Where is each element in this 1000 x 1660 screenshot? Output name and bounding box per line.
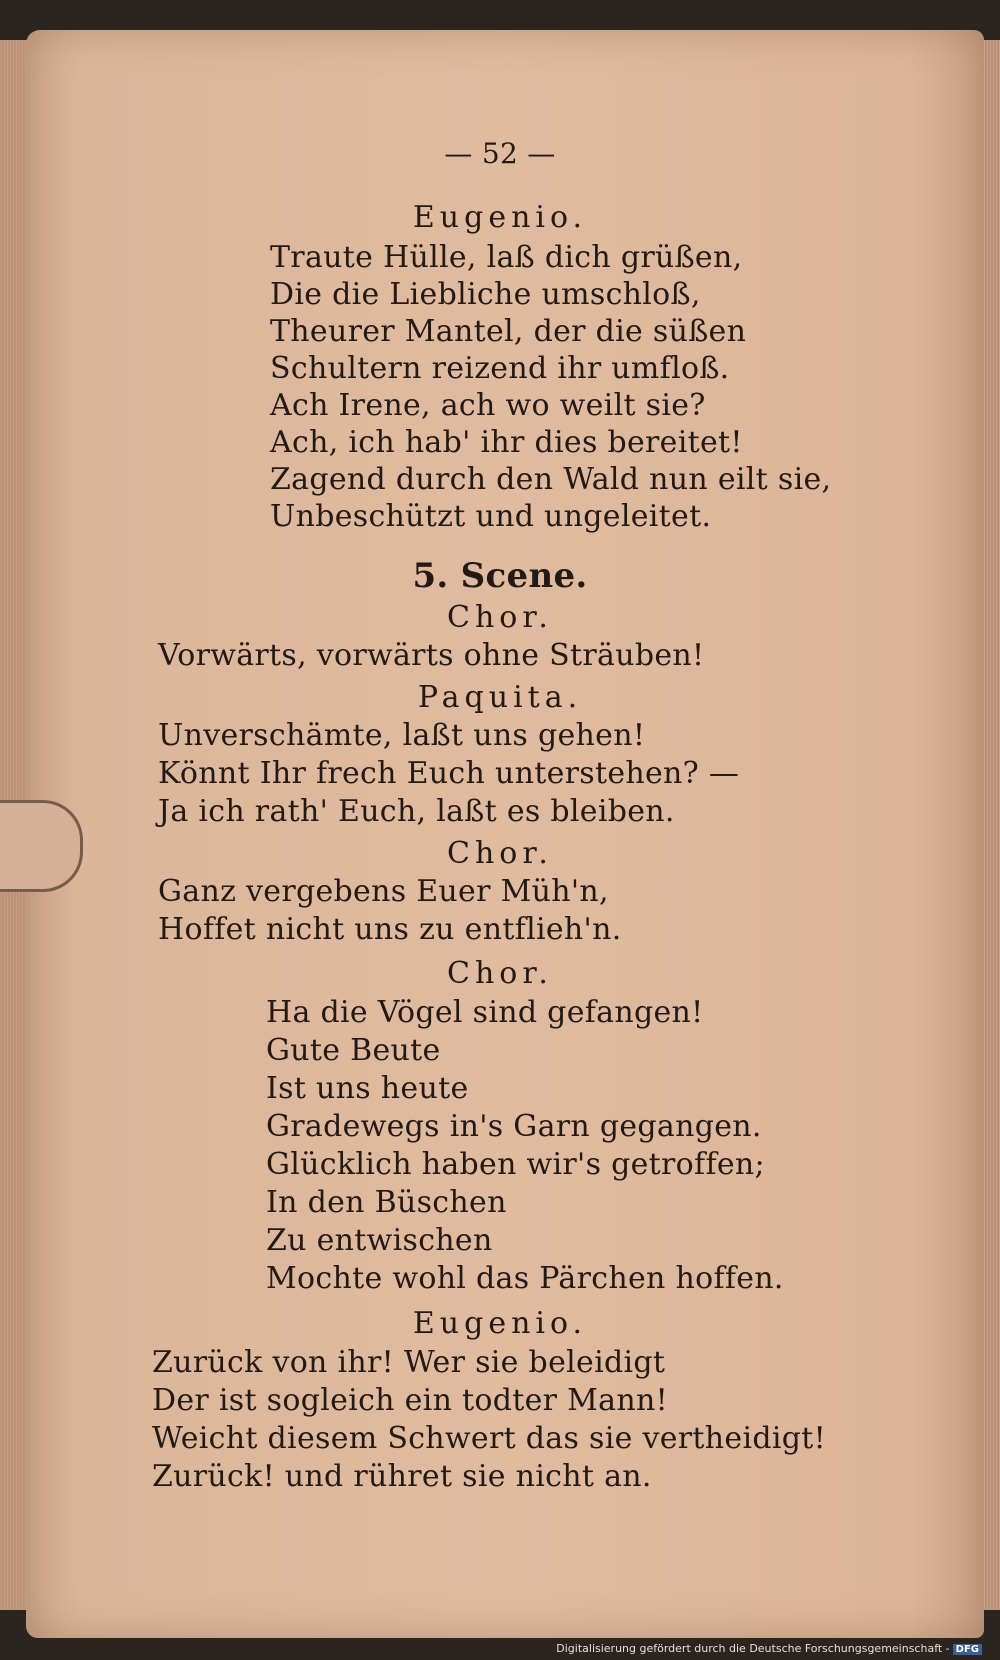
verse-line: Ha die Vögel sind gefangen! (266, 995, 704, 1030)
verse-line: Gute Beute (266, 1033, 441, 1068)
footer-text: Digitalisierung gefördert durch die Deutsche Forschungsgemeinschaft - (556, 1642, 950, 1655)
speaker-heading: Eugenio. (412, 1306, 588, 1341)
verse-line: Zu entwischen (266, 1223, 493, 1258)
verse-line: Ist uns heute (266, 1071, 469, 1106)
dfg-logo: DFG (953, 1644, 982, 1655)
speaker-heading: Eugenio. (412, 200, 588, 235)
verse-line: Ganz vergebens Euer Müh'n, (158, 874, 609, 909)
verse-line: Theurer Mantel, der die süßen (270, 314, 747, 349)
verse-line: Schultern reizend ihr umfloß. (270, 351, 730, 386)
verse-line: Weicht diesem Schwert das sie vertheidigt! (152, 1421, 826, 1456)
verse-line: Glücklich haben wir's getroffen; (266, 1147, 765, 1182)
verse-line: Mochte wohl das Pärchen hoffen. (266, 1261, 784, 1296)
verse-line: Unverschämte, laßt uns gehen! (158, 718, 646, 753)
verse-line: In den Büschen (266, 1185, 507, 1220)
verse-line: Die die Liebliche umschloß, (270, 277, 701, 312)
verse-line: Zurück! und rühret sie nicht an. (152, 1459, 652, 1494)
verse-line: Ach Irene, ach wo weilt sie? (270, 388, 706, 423)
scene-heading: 5. Scene. (412, 556, 588, 596)
verse-line: Könnt Ihr frech Euch unterstehen? — (158, 756, 740, 791)
verse-line: Unbeschützt und ungeleitet. (270, 499, 712, 534)
page-number: — 52 — (444, 137, 556, 170)
verse-line: Traute Hülle, laß dich grüßen, (270, 240, 743, 275)
verse-line: Ja ich rath' Euch, laßt es bleiben. (158, 794, 675, 829)
verse-line: Hoffet nicht uns zu entflieh'n. (158, 912, 622, 947)
verse-line: Ach, ich hab' ihr dies bereitet! (270, 425, 743, 460)
speaker-heading: Chor. (447, 836, 553, 871)
verse-line: Vorwärts, vorwärts ohne Sträuben! (158, 638, 705, 673)
verse-line: Der ist sogleich ein todter Mann! (152, 1383, 668, 1418)
speaker-heading: Chor. (447, 600, 553, 635)
verse-line: Gradewegs in's Garn gegangen. (266, 1109, 762, 1144)
verse-line: Zagend durch den Wald nun eilt sie, (270, 462, 832, 497)
speaker-heading: Chor. (447, 956, 553, 991)
digitization-footer (556, 1642, 982, 1655)
verse-line: Zurück von ihr! Wer sie beleidigt (152, 1345, 666, 1380)
speaker-heading: Paquita. (417, 680, 583, 715)
